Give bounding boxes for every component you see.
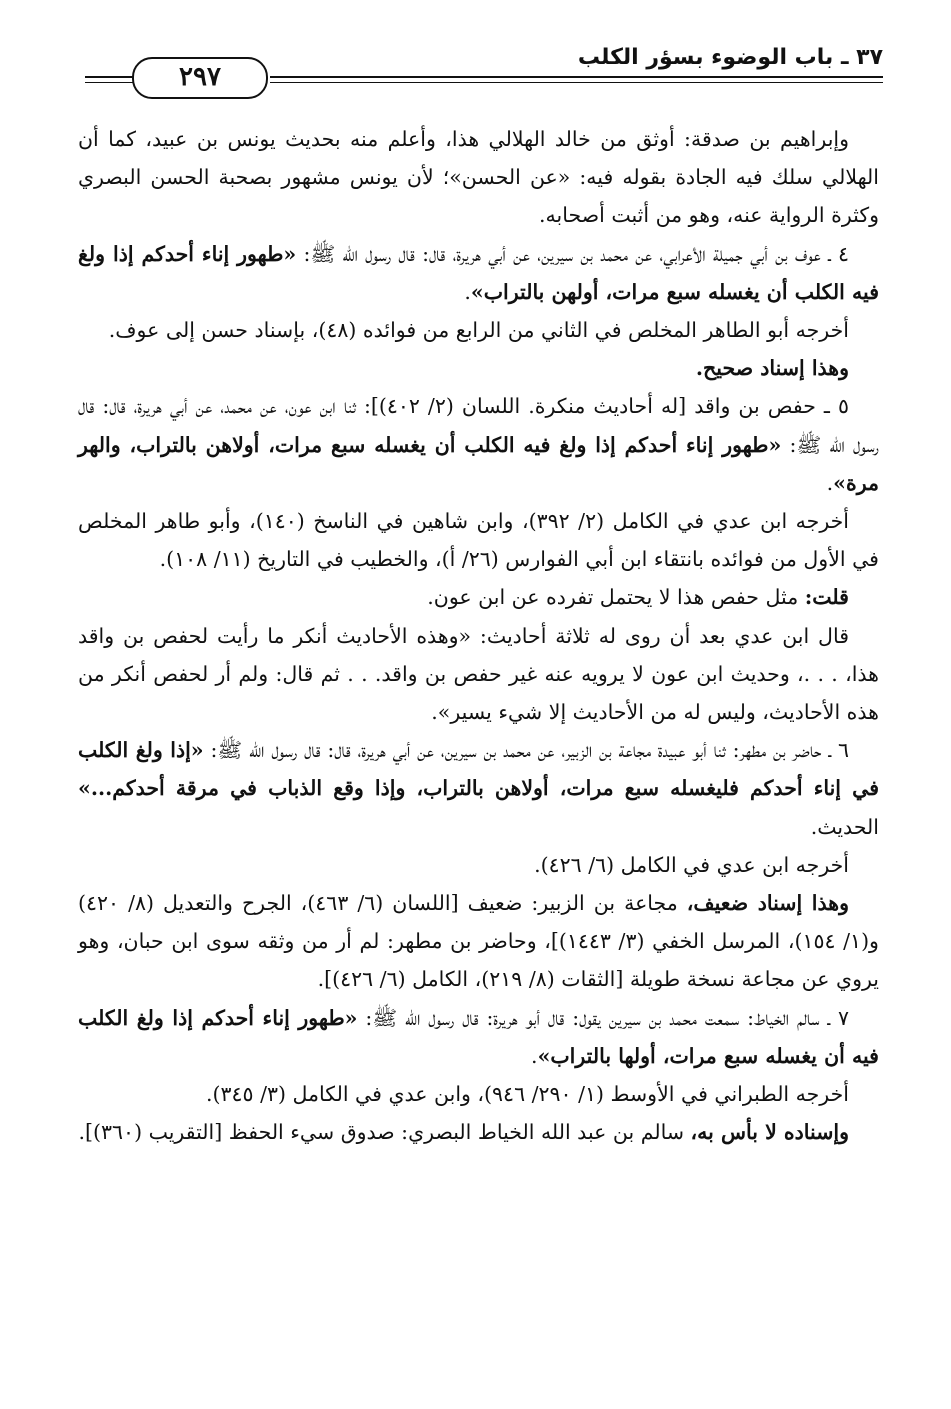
header-rule (270, 76, 883, 78)
bold-text: وهذا إسناد صحيح. (695, 356, 849, 381)
text-segment: مجاعة بن الزبير: ضعيف [اللسان (٦/ ٤٦٣)، الجرح والتعديل (٨/ ٤٢٠) و(١/ ١٥٤)، المرسل الخفي (٣/ ١٤٤٣)]، وحاضر بن مطهر: لم أر من وثقه سوى ابن حبان، وهو يروي عن مجاعة نسخة طويلة [الثقات (٨/ ٢١٩)، الكامل (٦/ ٤٢٦)]. (78, 891, 879, 992)
text-segment: قال ابن عدي بعد أن روى له ثلاثة أحاديث: «وهذه الأحاديث أنكر ما رأيت لحفص بن واقد هذا، . . .، وحديث ابن عون لا يرويه عنه غير حفص بن واقد. . . ثم قال: ولم أر لحفص أنكر من هذه الأحاديث، وليس له من الأحاديث إلا شيء يسير». (78, 623, 879, 725)
text-segment: أخرجه الطبراني في الأوسط (١/ ٢٩٠/ ٩٤٦)، وابن عدي في الكامل (٣/ ٣٤٥). (205, 1082, 849, 1107)
paragraph (78, 235, 879, 311)
bold-text: وإسناده لا بأس به، (690, 1120, 849, 1145)
paragraph (78, 731, 879, 846)
paragraph (78, 846, 879, 884)
bold-text: «طهور إناء أحدكم إذا ولغ فيه الكلب أن يغسله سبع مرات، أولاهن بالتراب، والهر مرة» (78, 432, 879, 495)
header-rule (270, 82, 883, 83)
paragraph (78, 1113, 879, 1151)
text-segment: وإبراهيم بن صدقة: أوثق من خالد الهلالي هذا، وأعلم منه بحديث يونس بن عبيد، كما أن الهلالي سلك فيه الجادة بقوله فيه: «عن الحسن»؛ لأن يونس مشهور بصحبة الحسن البصري وكثرة الرواية عنه، وهو من أثبت أصحابه. (78, 127, 879, 228)
text-segment: مثل حفص هذا لا يحتمل تفرده عن ابن عون. (427, 585, 805, 610)
page-body (78, 120, 879, 1151)
page-number: ٢٩٧ (132, 57, 268, 99)
paragraph (78, 578, 879, 616)
bold-text: «طهور إناء أحدكم إذا ولغ الكلب فيه أن يغسله سبع مرات، أولها بالتراب» (78, 1005, 879, 1068)
paragraph (78, 1075, 879, 1113)
bold-text: وهذا إسناد ضعيف، (686, 891, 849, 916)
bold-text: «طهور إناء أحدكم إذا ولغ فيه الكلب أن يغسله سبع مرات، أولهن بالتراب» (78, 241, 879, 304)
bold-text: قلت: (804, 585, 849, 610)
bold-text: «إذا ولغ الكلب في إناء أحدكم فليغسله سبع مرات، أولاهن بالتراب، وإذا وقع الذباب في مرقة أحدكم...» (78, 738, 879, 801)
text-segment: . (531, 1043, 538, 1068)
header-rule (85, 76, 133, 78)
text-segment: الحديث. (810, 814, 879, 839)
paragraph (78, 311, 879, 349)
paragraph (78, 884, 879, 999)
text-segment: أخرجه ابن عدي في الكامل (٢/ ٣٩٢)، وابن شاهين في الناسخ (١٤٠)، وأبو طاهر المخلص في الأول من فوائده بانتقاء ابن أبي الفوارس (٢٦/ أ)، والخطيب في التاريخ (١١/ ١٠٨). (78, 509, 879, 572)
text-segment: ٥ ـ حفص بن واقد [له أحاديث منكرة. اللسان (٢/ ٤٠٢)]: ثنا ابن عون، عن محمد، عن أبي هريرة، قال: قال رسول الله ﷺ: (78, 394, 879, 457)
paragraph (78, 349, 879, 387)
text-segment: . (826, 470, 834, 495)
page-header (70, 42, 883, 94)
header-rule (85, 82, 133, 83)
text-segment: أخرجه أبو الطاهر المخلص في الثاني من الرابع من فوائده (٤٨)، بإسناد حسن إلى عوف. (108, 318, 849, 343)
paragraph (78, 999, 879, 1075)
paragraph (78, 120, 879, 235)
text-segment: ٤ ـ عوف بن أبي جميلة الأعرابي، عن محمد بن سيرين، عن أبي هريرة، قال: قال رسول الله ﷺ: (296, 241, 849, 266)
chapter-title: ٣٧ ـ باب الوضوء بسؤر الكلب (577, 45, 883, 70)
text-segment: ٧ ـ سالم الخياط: سمعت محمد بن سيرين يقول: قال أبو هريرة: قال رسول الله ﷺ: (357, 1005, 849, 1030)
text-segment: سالم بن عبد الله الخياط البصري: صدوق سيء الحفظ [التقريب (٣٦٠)]. (78, 1120, 691, 1145)
text-segment: أخرجه ابن عدي في الكامل (٦/ ٤٢٦). (534, 852, 849, 877)
text-segment: . (464, 279, 471, 304)
paragraph (78, 387, 879, 502)
text-segment: ٦ ـ حاضر بن مطهر: ثنا أبو عبيدة مجاعة بن الزبير، عن محمد بن سيرين، عن أبي هريرة، قال: قال رسول الله ﷺ: (203, 738, 849, 763)
paragraph (78, 617, 879, 732)
paragraph (78, 502, 879, 578)
